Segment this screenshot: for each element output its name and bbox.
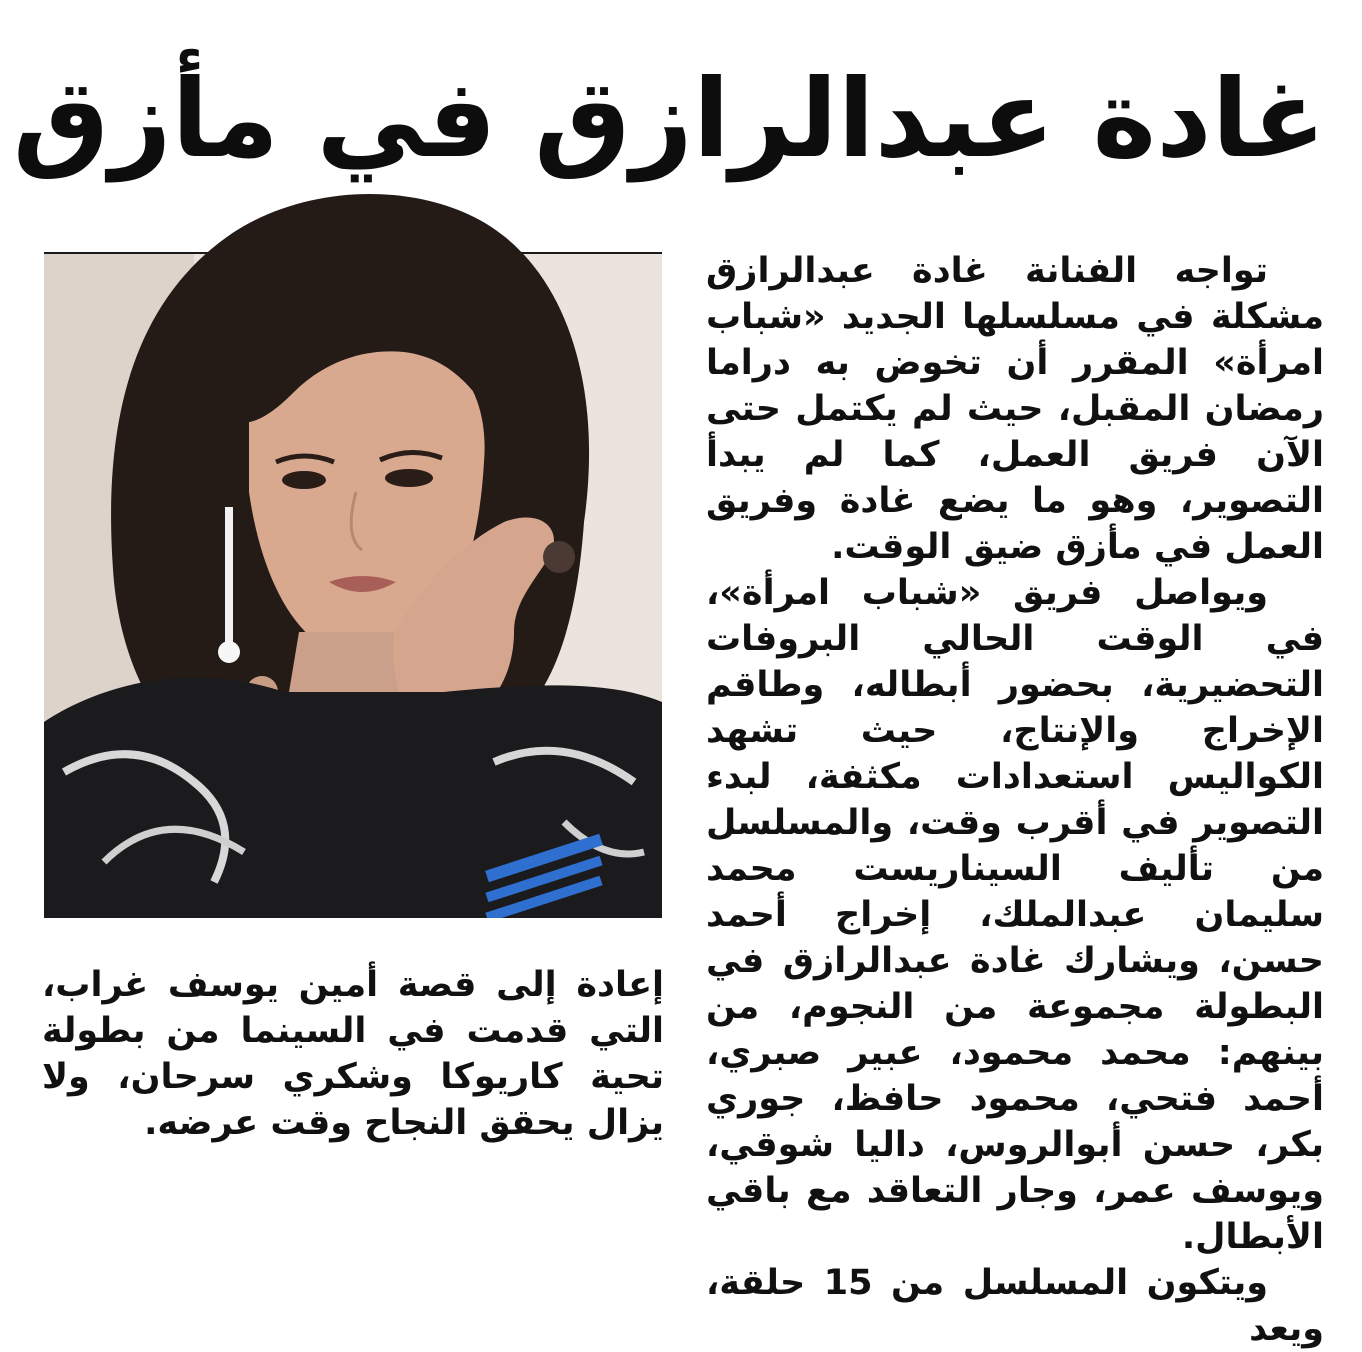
portrait-illustration: [44, 162, 662, 918]
paragraph-3: ويتكون المسلسل من 15 حلقة، ويعد: [706, 1263, 1324, 1349]
article-body-right: [706, 248, 1324, 1352]
paragraph-2: ويواصل فريق «شباب امرأة»، في الوقت الحالي البروفات التحضيرية، بحضور أبطاله، وطاقم الإخراج والإنتاج، حيث تشهد الكواليس استعدادات مكثفة، لبدء التصوير في أقرب وقت، والمسلسل من تأليف السيناريست محمد سليمان عبدالملك، إخراج أحمد حسن، ويشارك غادة عبدالرازق في البطولة مجموعة من النجوم، من بينهم: محمد محمود، عبير صبري، أحمد فتحي، محمود حافظ، جوري بكر، حسن أبوالروس، داليا شوقي، ويوسف عمر، وجار التعاقد مع باقي الأبطال.: [706, 573, 1324, 1257]
article-photo: [44, 252, 662, 916]
headline: غادة عبدالرازق في مأزق: [12, 57, 1326, 182]
article-body-left: [42, 962, 664, 1146]
paragraph-continuation: إعادة إلى قصة أمين يوسف غراب، التي قدمت في السينما من بطولة تحية كاريوكا وشكري سرحان، ولا يزال يحقق النجاح وقت عرضه.: [42, 965, 664, 1143]
paragraph-1: تواجه الفنانة غادة عبدالرازق مشكلة في مسلسلها الجديد «شباب امرأة» المقرر أن تخوض به دراما رمضان المقبل، حيث لم يكتمل حتى الآن فريق العمل، كما لم يبدأ التصوير، وهو ما يضع غادة وفريق العمل في مأزق ضيق الوقت.: [706, 251, 1324, 567]
